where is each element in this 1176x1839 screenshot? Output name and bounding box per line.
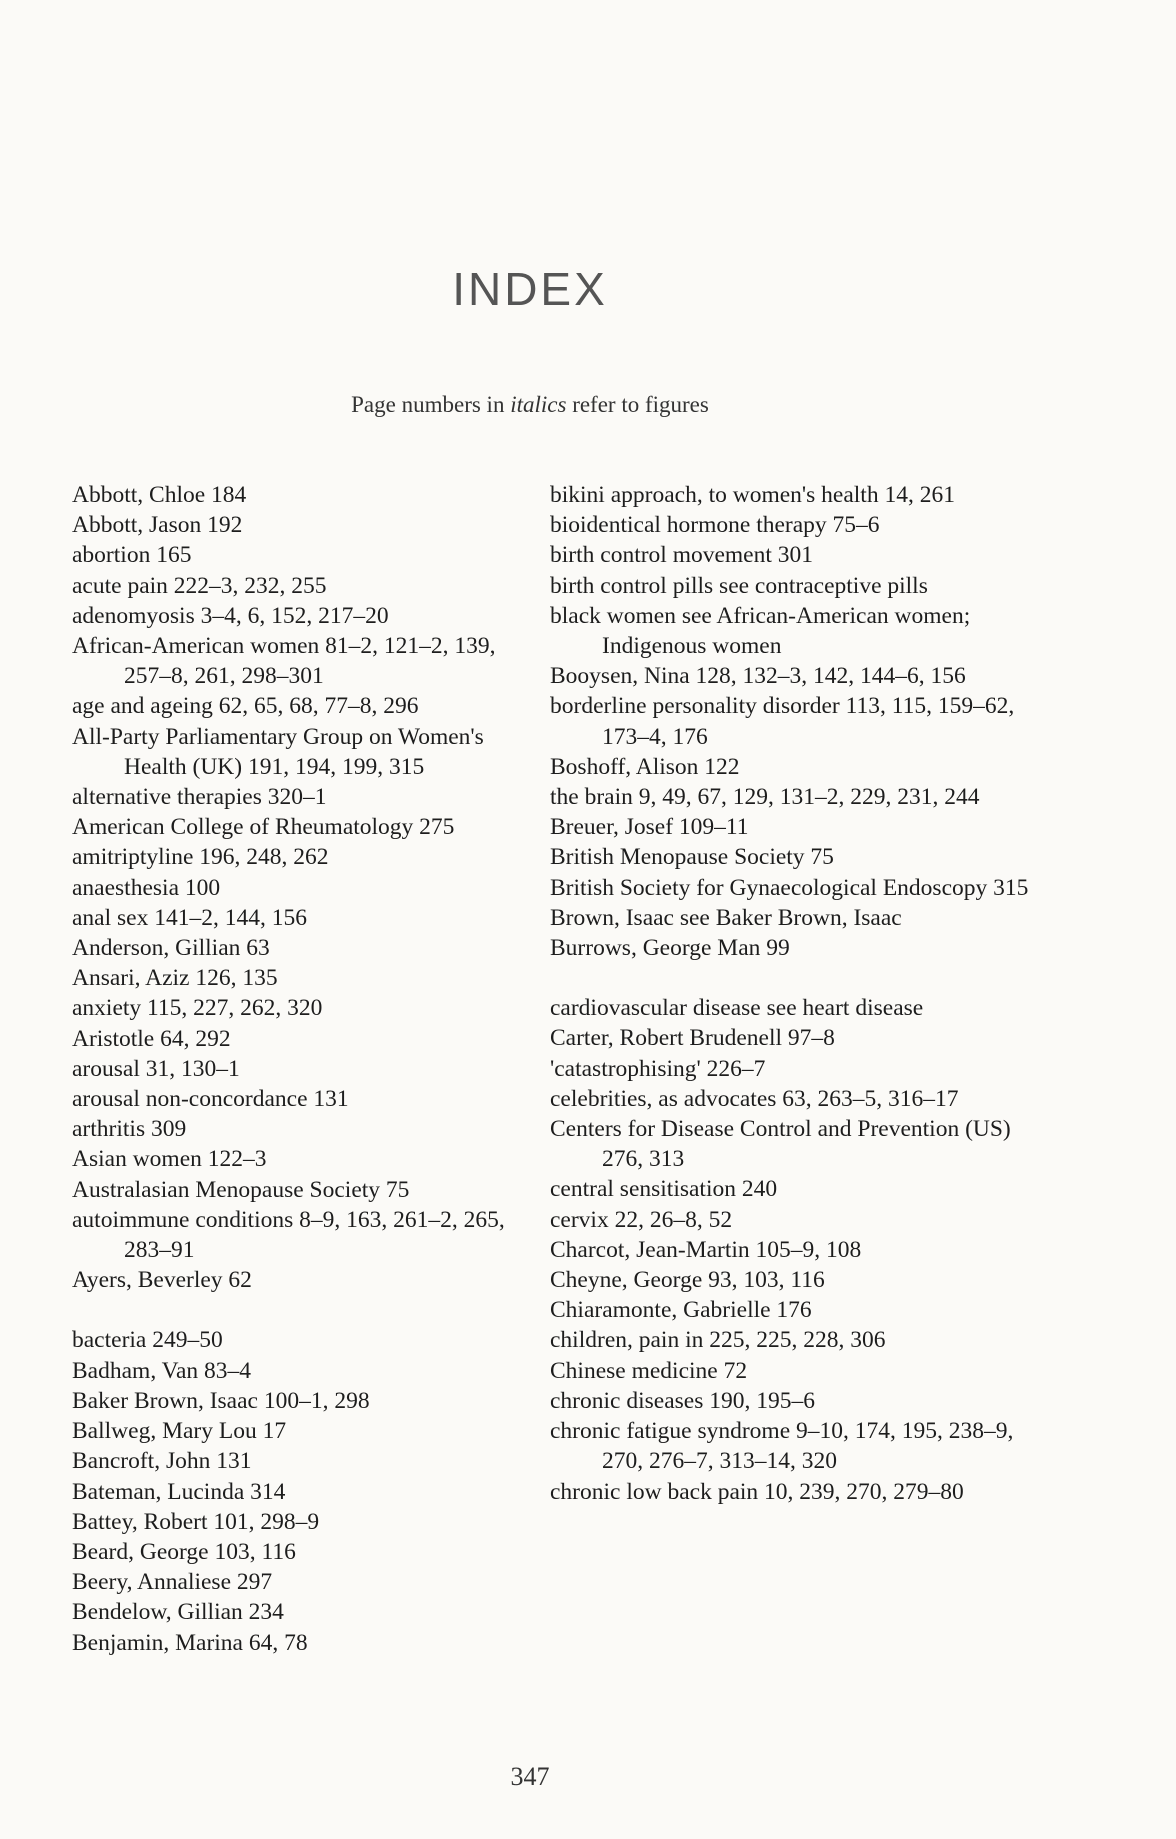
index-entry: Breuer, Josef 109–11 — [550, 814, 749, 841]
index-entry: birth control movement 301 — [550, 542, 814, 569]
index-entry: British Menopause Society 75 — [550, 844, 834, 871]
index-entry: Chinese medicine 72 — [550, 1357, 748, 1384]
index-entry: bioidentical hormone therapy 75–6 — [550, 512, 880, 539]
index-entry: bacteria 249–50 — [72, 1327, 223, 1354]
index-entry: amitriptyline 196, 248, 262 — [72, 844, 329, 871]
index-entry: central sensitisation 240 — [550, 1176, 778, 1203]
index-entry: African-American women 81–2, 121–2, 139, 257–8, 261, 298–301 — [72, 633, 496, 690]
index-entry: anaesthesia 100 — [72, 874, 221, 901]
index-entry: the brain 9, 49, 67, 129, 131–2, 229, 231, 244 — [550, 784, 980, 811]
index-entry: Burrows, George Man 99 — [550, 935, 790, 962]
index-entry: abortion 165 — [72, 542, 192, 569]
index-entry: Charcot, Jean-Martin 105–9, 108 — [550, 1236, 862, 1263]
index-entry: Badham, Van 83–4 — [72, 1357, 252, 1384]
index-entry: Beery, Annaliese 297 — [72, 1569, 273, 1596]
index-entry: acute pain 222–3, 232, 255 — [72, 572, 327, 599]
index-entry: Aristotle 64, 292 — [72, 1025, 231, 1052]
index-entry: Baker Brown, Isaac 100–1, 298 — [72, 1387, 370, 1414]
index-entry: Carter, Robert Brudenell 97–8 — [550, 1025, 835, 1052]
index-title: INDEX — [452, 263, 608, 315]
index-entry: age and ageing 62, 65, 68, 77–8, 296 — [72, 693, 419, 720]
index-entry: Cheyne, George 93, 103, 116 — [550, 1267, 825, 1294]
index-entry: Brown, Isaac see Baker Brown, Isaac — [550, 904, 902, 931]
index-letter-gap — [550, 963, 1030, 993]
index-entry: Asian women 122–3 — [72, 1146, 267, 1173]
index-entry: anal sex 141–2, 144, 156 — [72, 904, 307, 931]
index-entry: Beard, George 103, 116 — [72, 1538, 296, 1565]
index-entry: arousal 31, 130–1 — [72, 1055, 240, 1082]
index-entry: children, pain in 225, 225, 228, 306 — [550, 1327, 886, 1354]
index-entry: Ansari, Aziz 126, 135 — [72, 965, 278, 992]
index-entry: borderline personality disorder 113, 115, 159–62, 173–4, 176 — [550, 693, 1015, 750]
index-entry: birth control pills see contraceptive pills — [550, 572, 928, 599]
index-entry: Ballweg, Mary Lou 17 — [72, 1418, 287, 1445]
index-entry: Bateman, Lucinda 314 — [72, 1478, 286, 1505]
page-number: 347 — [510, 1762, 550, 1791]
index-entry: Chiaramonte, Gabrielle 176 — [550, 1297, 812, 1324]
index-entry: Centers for Disease Control and Prevention (US) 276, 313 — [550, 1116, 1011, 1173]
index-entry: 'catastrophising' 226–7 — [550, 1055, 766, 1082]
index-entry: chronic diseases 190, 195–6 — [550, 1387, 815, 1414]
index-entry: Anderson, Gillian 63 — [72, 935, 270, 962]
index-entry: chronic low back pain 10, 239, 270, 279–80 — [550, 1478, 964, 1505]
index-note-italic: italics — [510, 392, 567, 417]
index-entry: cervix 22, 26–8, 52 — [550, 1206, 733, 1233]
index-entry: autoimmune conditions 8–9, 163, 261–2, 265, 283–91 — [72, 1206, 505, 1264]
index-entry: Benjamin, Marina 64, 78 — [72, 1629, 308, 1656]
index-letter-gap — [72, 1295, 522, 1325]
index-entry: cardiovascular disease see heart disease — [550, 995, 924, 1022]
index-note-before: Page numbers in — [351, 392, 511, 417]
index-entry: Booysen, Nina 128, 132–3, 142, 144–6, 156 — [550, 663, 966, 690]
index-entry: adenomyosis 3–4, 6, 152, 217–20 — [72, 602, 389, 629]
index-note-after: refer to figures — [566, 392, 709, 417]
index-entry: anxiety 115, 227, 262, 320 — [72, 995, 323, 1022]
index-entry: Abbott, Chloe 184 — [72, 482, 247, 508]
index-entry: Boshoff, Alison 122 — [550, 753, 740, 780]
index-entry: Abbott, Jason 192 — [72, 512, 243, 539]
index-entry: chronic fatigue syndrome 9–10, 174, 195, 238–9, 270, 276–7, 313–14, 320 — [550, 1418, 1014, 1475]
index-entry: All-Party Parliamentary Group on Women's Health (UK) 191, 194, 199, 315 — [72, 723, 484, 780]
index-entry: arthritis 309 — [72, 1116, 187, 1143]
index-entry: American College of Rheumatology 275 — [72, 814, 455, 841]
index-entry: celebrities, as advocates 63, 263–5, 316–17 — [550, 1085, 959, 1112]
index-entry: Australasian Menopause Society 75 — [72, 1176, 410, 1203]
index-entry: Ayers, Beverley 62 — [72, 1267, 252, 1294]
index-column-left — [72, 480, 522, 1658]
index-entry: bikini approach, to women's health 14, 261 — [550, 482, 955, 508]
index-note — [0, 392, 1060, 418]
index-entry: black women see African-American women; Indigenous women — [550, 602, 971, 660]
index-entry: Bancroft, John 131 — [72, 1448, 252, 1475]
index-entry: arousal non-concordance 131 — [72, 1086, 349, 1113]
index-entry: Bendelow, Gillian 234 — [72, 1599, 284, 1626]
index-entry: alternative therapies 320–1 — [72, 784, 327, 811]
index-column-right — [550, 480, 1030, 1507]
index-entry: British Society for Gynaecological Endoscopy 315 — [550, 874, 1029, 901]
index-entry: Battey, Robert 101, 298–9 — [72, 1508, 320, 1535]
